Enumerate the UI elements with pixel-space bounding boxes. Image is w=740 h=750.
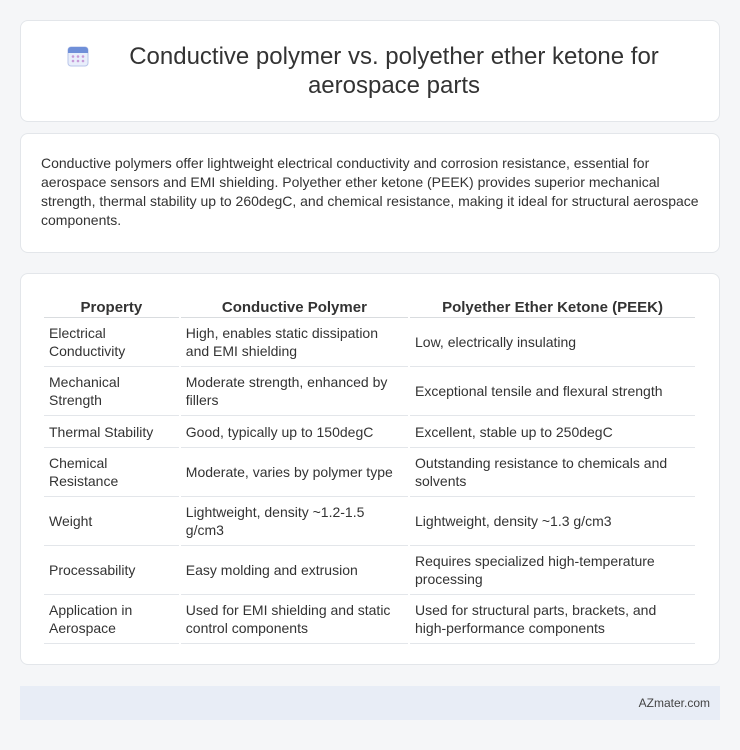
cell-conductive-polymer: Moderate, varies by polymer type <box>181 448 408 497</box>
table-row <box>44 497 695 546</box>
cell-property: Thermal Stability <box>44 416 179 448</box>
comparison-table <box>42 294 697 644</box>
cell-property: Chemical Resistance <box>44 448 179 497</box>
cell-peek: Used for structural parts, brackets, and high-performance components <box>410 595 695 644</box>
cell-peek: Requires specialized high-temperature processing <box>410 546 695 595</box>
cell-conductive-polymer: Easy molding and extrusion <box>181 546 408 595</box>
cell-peek: Exceptional tensile and flexural strength <box>410 367 695 416</box>
table-row <box>44 318 695 367</box>
cell-conductive-polymer: Moderate strength, enhanced by fillers <box>181 367 408 416</box>
table-row <box>44 595 695 644</box>
cell-conductive-polymer: Lightweight, density ~1.2-1.5 g/cm3 <box>181 497 408 546</box>
header-property: Property <box>44 294 179 318</box>
cell-peek: Low, electrically insulating <box>410 318 695 367</box>
header-conductive-polymer: Conductive Polymer <box>181 294 408 318</box>
title-card <box>20 20 720 122</box>
summary-text: Conductive polymers offer lightweight electrical conductivity and corrosion resistance, essential for aerospace sensors and EMI shielding. Polyether ether ketone (PEEK) provides superior mechanical strength, thermal stability up to 260degC, and chemical resistance, making it ideal for structural aerospace components. <box>41 155 699 228</box>
cell-conductive-polymer: Used for EMI shielding and static control components <box>181 595 408 644</box>
page-title: Conductive polymer vs. polyether ether ketone for aerospace parts <box>129 43 659 99</box>
cell-property: Weight <box>44 497 179 546</box>
table-row <box>44 367 695 416</box>
cell-property: Processability <box>44 546 179 595</box>
table-header-row <box>44 294 695 318</box>
cell-conductive-polymer: Good, typically up to 150degC <box>181 416 408 448</box>
cell-peek: Excellent, stable up to 250degC <box>410 416 695 448</box>
cell-conductive-polymer: High, enables static dissipation and EMI shielding <box>181 318 408 367</box>
cell-peek: Outstanding resistance to chemicals and solvents <box>410 448 695 497</box>
comparison-card <box>20 273 720 665</box>
footer-site-link[interactable]: AZmater.com <box>638 696 710 710</box>
title-wrap <box>66 42 674 100</box>
cell-peek: Lightweight, density ~1.3 g/cm3 <box>410 497 695 546</box>
cell-property: Mechanical Strength <box>44 367 179 416</box>
table-row <box>44 416 695 448</box>
footer <box>20 686 720 720</box>
header-peek: Polyether Ether Ketone (PEEK) <box>410 294 695 318</box>
table-row <box>44 448 695 497</box>
cell-property: Electrical Conductivity <box>44 318 179 367</box>
summary-card <box>20 133 720 253</box>
cell-property: Application in Aerospace <box>44 595 179 644</box>
table-row <box>44 546 695 595</box>
calendar-icon <box>66 44 90 68</box>
